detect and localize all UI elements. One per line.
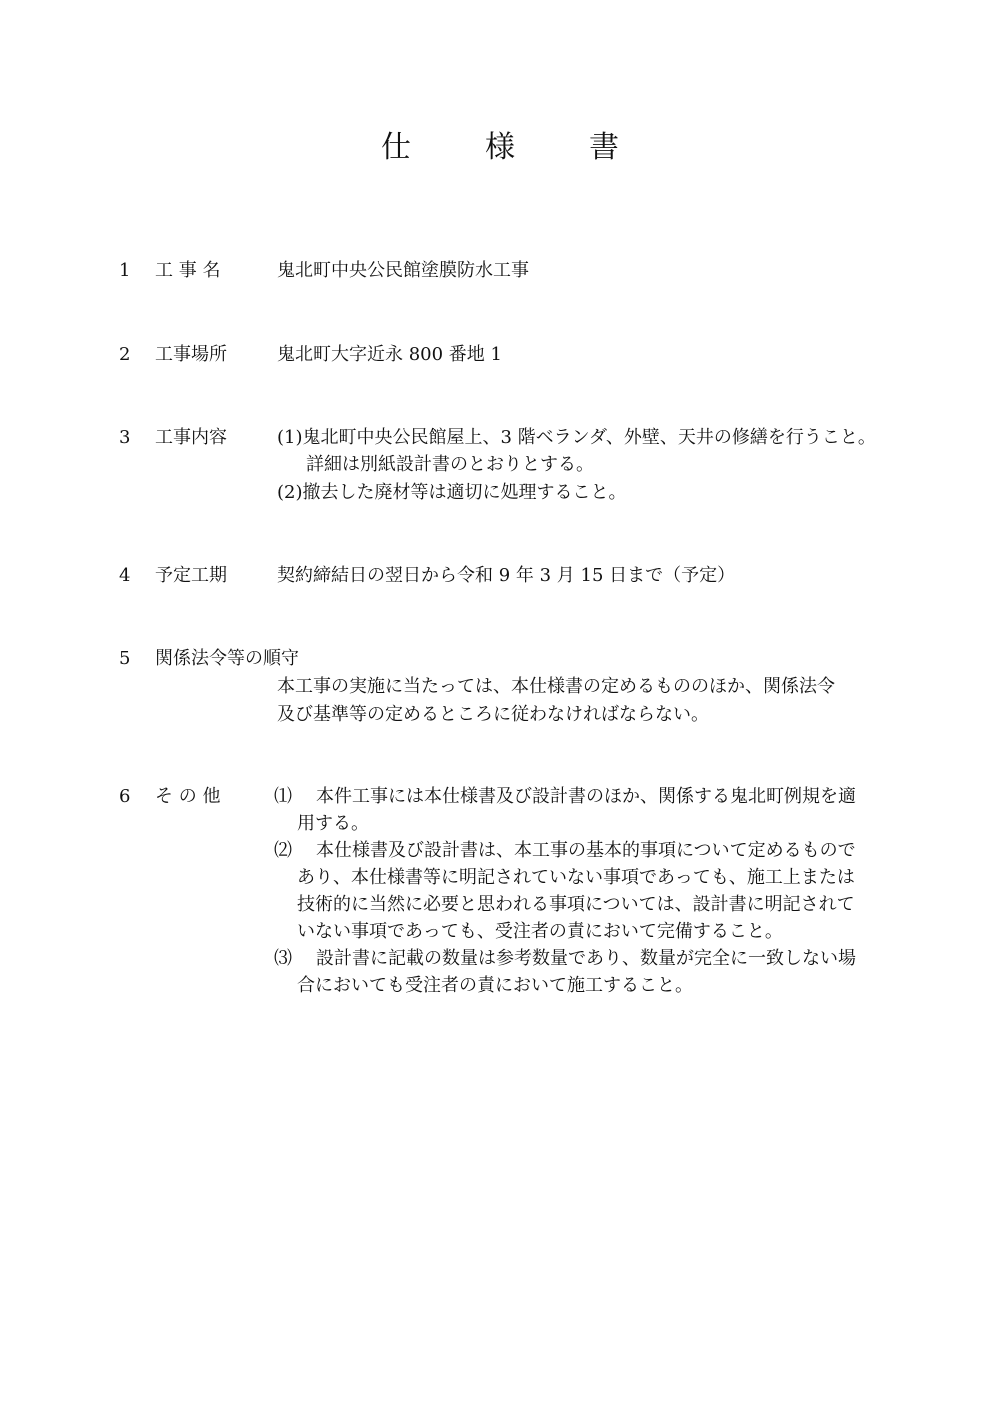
section-6-item-2-line-3: 技術的に当然に必要と思われる事項については、設計書に明記されて [297,894,855,915]
section-6-item-2-number: ⑵ [274,840,292,861]
section-6-item-1-line-2: 用する。 [297,813,369,834]
section-4-number: 4 [119,565,131,586]
section-6-item-3-line-2: 合においても受注者の責において施工すること。 [297,975,693,996]
section-4-text: 契約締結日の翌日から令和 9 年 3 月 15 日まで（予定） [277,565,736,586]
section-3-number: 3 [119,427,131,448]
section-5-line-2: 及び基準等の定めるところに従わなければならない。 [277,704,709,725]
section-6-item-3-number: ⑶ [274,948,292,969]
title-char-2: 様 [485,130,515,165]
section-6-label: そ の 他 [155,786,221,807]
section-6-item-3-line-1: 設計書に記載の数量は参考数量であり、数量が完全に一致しない場 [316,948,856,969]
section-5-number: 5 [119,648,131,669]
section-2-text: 鬼北町大字近永 800 番地 1 [277,344,502,365]
title-char-1: 仕 [381,130,411,165]
section-2-number: 2 [119,344,131,365]
section-1-text: 鬼北町中央公民館塗膜防水工事 [277,260,529,281]
section-5-label: 関係法令等の順守 [155,648,299,669]
section-1-label: 工 事 名 [155,260,221,281]
section-3-line-2: 詳細は別紙設計書のとおりとする。 [306,454,594,475]
section-6-number: 6 [119,786,131,807]
section-5-line-1: 本工事の実施に当たっては、本仕様書の定めるもののほか、関係法令 [277,676,835,697]
section-6-item-2-line-4: いない事項であっても、受注者の責において完備すること。 [297,921,783,942]
section-2-label: 工事場所 [155,344,227,365]
section-6-item-2-line-2: あり、本仕様書等に明記されていない事項であっても、施工上または [297,867,855,888]
section-6-item-1-number: ⑴ [274,786,292,807]
section-6-item-1-line-1: 本件工事には本仕様書及び設計書のほか、関係する鬼北町例規を適 [316,786,856,807]
section-6-item-2-line-1: 本仕様書及び設計書は、本工事の基本的事項について定めるもので [316,840,856,861]
section-3-label: 工事内容 [155,427,227,448]
section-3-line-1: (1)鬼北町中央公民館屋上、3 階ベランダ、外壁、天井の修繕を行うこと。 [277,427,876,448]
document-title [0,126,1000,170]
section-4-label: 予定工期 [155,565,227,586]
title-char-3: 書 [589,130,619,165]
section-3-line-3: (2)撤去した廃材等は適切に処理すること。 [277,482,627,503]
section-1-number: 1 [119,260,131,281]
